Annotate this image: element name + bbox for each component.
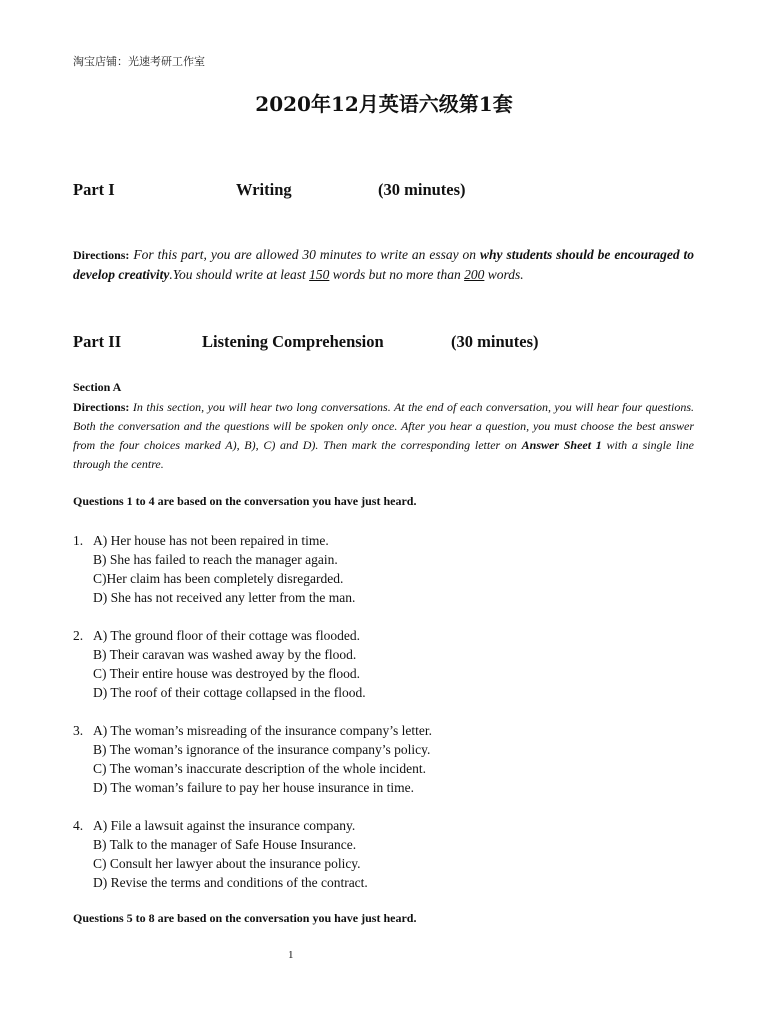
question-number: 4. (73, 818, 84, 833)
page-header: 淘宝店铺：光速考研工作室 (73, 55, 205, 68)
part1-number: Part I (73, 180, 115, 199)
writing-topic: why students should be encouraged to develop creativity (73, 247, 695, 282)
part2-number: Part II (73, 332, 122, 351)
part1-time: (30 minutes) (378, 180, 466, 199)
option-c: C) Their entire house was destroyed by the flood. (93, 666, 361, 681)
option-a: A) The ground floor of their cottage was flooded. (93, 628, 361, 643)
option-d: D) The roof of their cottage collapsed in the flood. (93, 685, 366, 700)
listening-directions (73, 398, 694, 474)
writing-directions (73, 245, 694, 285)
option-a: A) File a lawsuit against the insurance company. (93, 818, 356, 833)
question-number: 1. (73, 533, 84, 548)
listening-directions-label: Directions: (73, 400, 130, 414)
option-b: B) Talk to the manager of Safe House Insurance. (93, 837, 357, 852)
writing-directions-text3: words but no more than (329, 267, 465, 282)
option-b: B) Their caravan was washed away by the flood. (93, 647, 357, 662)
question-group-2-heading: Questions 5 to 8 are based on the conversation you have just heard. (73, 911, 417, 925)
writing-min-words: 150 (309, 267, 330, 282)
option-c: C) Consult her lawyer about the insurance policy. (93, 856, 361, 871)
question-number: 2. (73, 628, 84, 643)
writing-max-words: 200 (464, 267, 485, 282)
listening-directions-text1: In this section, you will hear two long conversations. At the end of each conversation, you will hear four questions. Both the conversation and the questions will be spoken only once. After you hear a question, you must choose the best answer from the four choices marked A), B), C) and D). Then mark the corresponding letter on (73, 400, 694, 452)
writing-directions-label: Directions: (73, 248, 130, 262)
option-b: B) The woman’s ignorance of the insurance company’s policy. (93, 742, 431, 757)
section-a-heading: Section A (73, 380, 122, 394)
question-number: 3. (73, 723, 84, 738)
question-4 (73, 816, 368, 892)
option-c: C)Her claim has been completely disregarded. (93, 571, 344, 586)
part2-time: (30 minutes) (451, 332, 539, 351)
listening-directions-text2: with a single line through the centre. (73, 438, 694, 471)
question-group-1-heading: Questions 1 to 4 are based on the conversation you have just heard. (73, 494, 417, 508)
option-c: C) The woman’s inaccurate description of the whole incident. (93, 761, 427, 776)
part2-name: Listening Comprehension (202, 332, 384, 351)
option-d: D) She has not received any letter from the man. (93, 590, 356, 605)
question-2 (73, 626, 366, 702)
writing-directions-text1: For this part, you are allowed 30 minutes to write an essay on (129, 247, 481, 262)
option-a: A) Her house has not been repaired in time. (93, 533, 329, 548)
option-d: D) Revise the terms and conditions of the contract. (93, 875, 368, 890)
question-3 (73, 721, 432, 797)
page-number: 1 (288, 949, 294, 961)
part1-name: Writing (236, 180, 292, 199)
question-1 (73, 531, 355, 607)
answer-sheet-ref: Answer Sheet 1 (521, 438, 602, 452)
option-b: B) She has failed to reach the manager again. (93, 552, 338, 567)
option-d: D) The woman’s failure to pay her house insurance in time. (93, 780, 415, 795)
option-a: A) The woman’s misreading of the insurance company’s letter. (93, 723, 433, 738)
writing-directions-text2: .You should write at least (169, 267, 310, 282)
page-title: 2020年12月英语六级第1套 (255, 92, 513, 116)
writing-directions-text4: words. (484, 267, 524, 282)
